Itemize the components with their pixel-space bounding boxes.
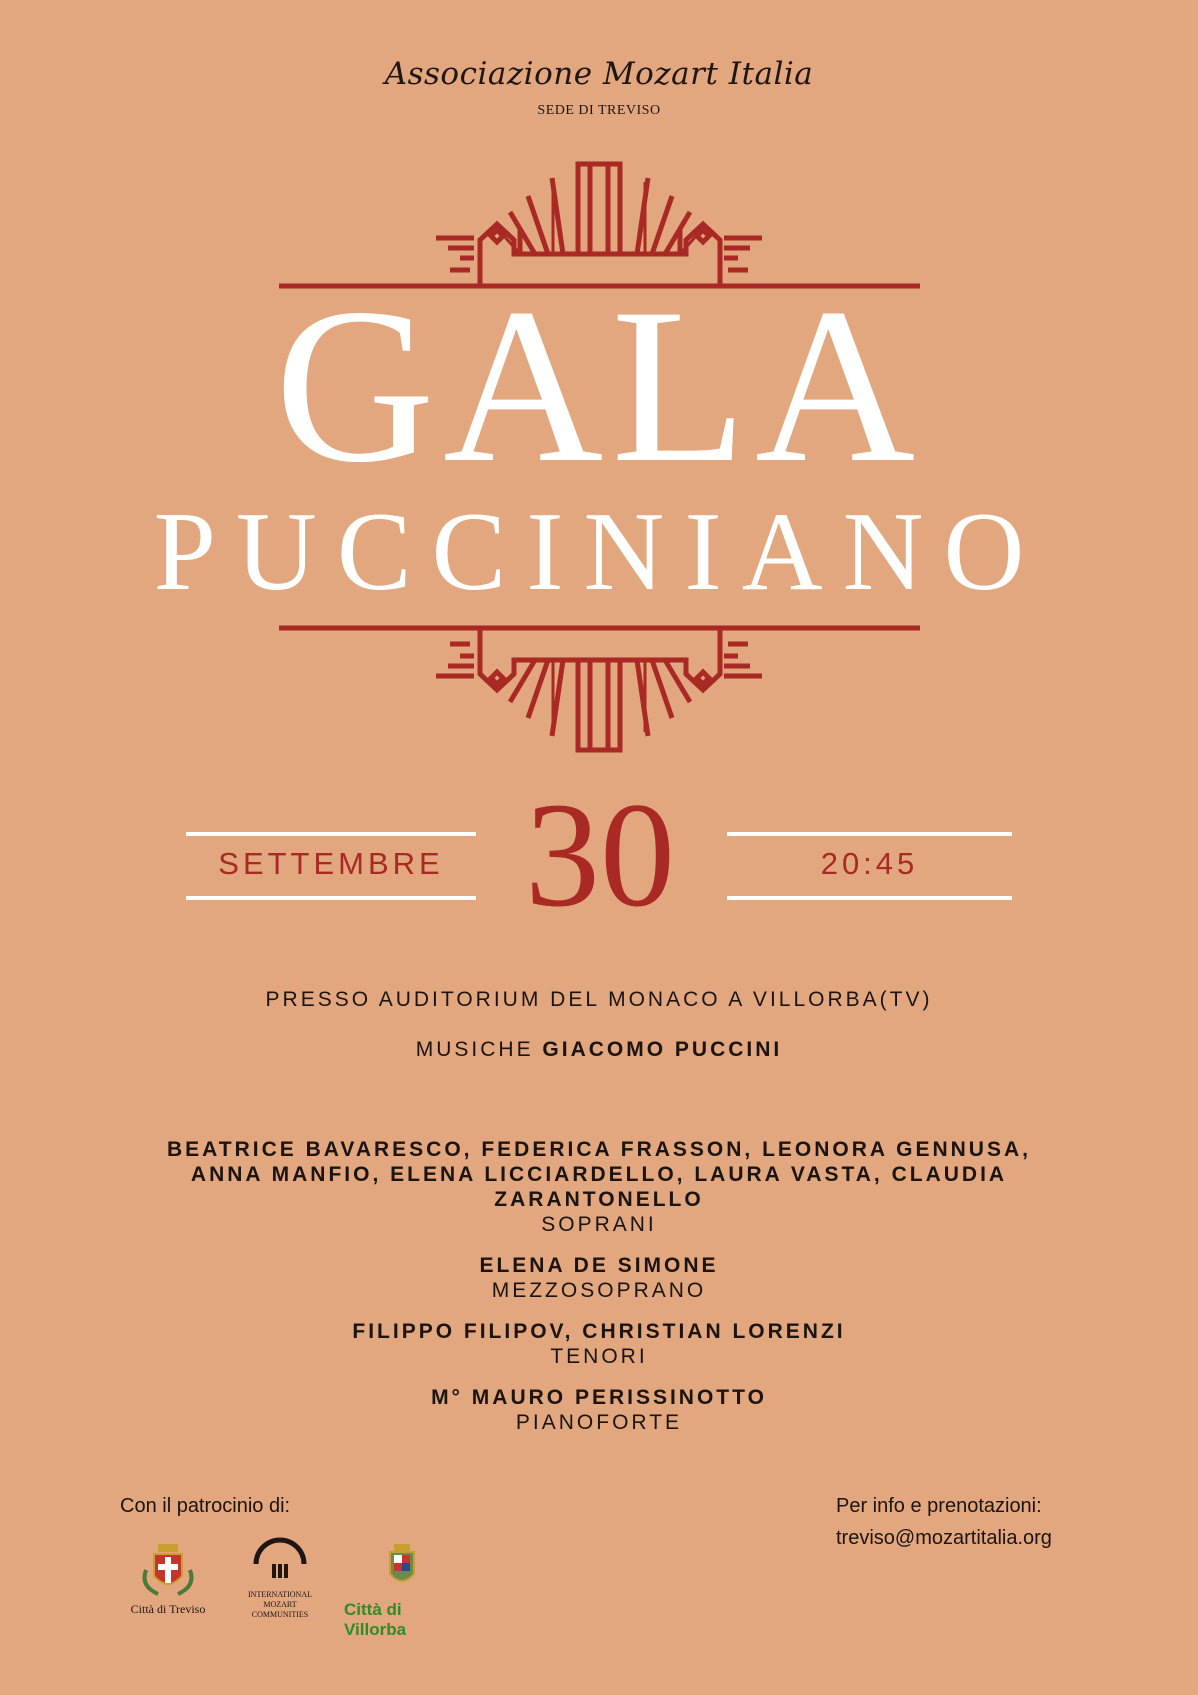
music-line bbox=[0, 1038, 1198, 1062]
date-month: SETTEMBRE bbox=[218, 846, 444, 881]
music-label: MUSICHE bbox=[415, 1038, 534, 1061]
performer-group-sopranos bbox=[139, 1137, 1059, 1237]
association-name: Associazione Mozart Italia bbox=[384, 56, 814, 92]
date-divider-top-left bbox=[186, 832, 476, 836]
performer-role: PIANOFORTE bbox=[515, 1411, 683, 1434]
date-divider-bottom-left bbox=[186, 896, 476, 900]
performer-role: MEZZOSOPRANO bbox=[491, 1279, 707, 1302]
date-divider-top-right bbox=[727, 832, 1012, 836]
performers-list bbox=[0, 1137, 1198, 1451]
logo-caption: Città di Villorba bbox=[344, 1600, 407, 1639]
venue: PRESSO AUDITORIUM DEL MONACO A VILLORBA(TV) bbox=[265, 988, 933, 1011]
performer-role: SOPRANI bbox=[541, 1213, 657, 1236]
date-time: 20:45 bbox=[820, 846, 919, 881]
performer-names: FILIPPO FILIPOV, CHRISTIAN LORENZI bbox=[352, 1320, 846, 1343]
villorba-crest-icon bbox=[338, 1540, 468, 1596]
patronage-label: Con il patrocinio di: bbox=[120, 1495, 291, 1517]
title-pucciniano: PUCCINIANO bbox=[153, 490, 1045, 614]
performer-role: TENORI bbox=[550, 1345, 648, 1368]
treviso-crest-icon bbox=[118, 1540, 218, 1598]
info-email-link[interactable]: treviso@mozartitalia.org bbox=[836, 1527, 1052, 1549]
imc-logo bbox=[240, 1530, 320, 1620]
date-day: 30 bbox=[525, 772, 675, 938]
date-divider-bottom-right bbox=[727, 896, 1012, 900]
performer-names: BEATRICE BAVARESCO, FEDERICA FRASSON, LEONORA GENNUSA, ANNA MANFIO, ELENA LICCIARDELLO, LAURA VASTA, CLAUDIA ZARANTONELLO bbox=[167, 1138, 1031, 1211]
performer-group-mezzosoprano bbox=[139, 1253, 1059, 1303]
performer-names: ELENA DE SIMONE bbox=[479, 1254, 719, 1277]
performer-group-tenors bbox=[139, 1319, 1059, 1369]
imc-logo-icon bbox=[240, 1530, 320, 1586]
title-gala: GALA bbox=[274, 263, 924, 509]
music-composer: GIACOMO PUCCINI bbox=[542, 1038, 783, 1061]
association-seat: SEDE DI TREVISO bbox=[537, 103, 661, 118]
villorba-logo bbox=[338, 1540, 468, 1640]
logo-caption: INTERNATIONAL MOZART COMMUNITIES bbox=[248, 1590, 312, 1619]
treviso-logo bbox=[118, 1540, 218, 1617]
info-label: Per info e prenotazioni: bbox=[836, 1495, 1042, 1517]
performer-names: M° MAURO PERISSINOTTO bbox=[431, 1386, 767, 1409]
performer-group-piano bbox=[139, 1385, 1059, 1435]
logo-caption: Città di Treviso bbox=[130, 1602, 206, 1616]
